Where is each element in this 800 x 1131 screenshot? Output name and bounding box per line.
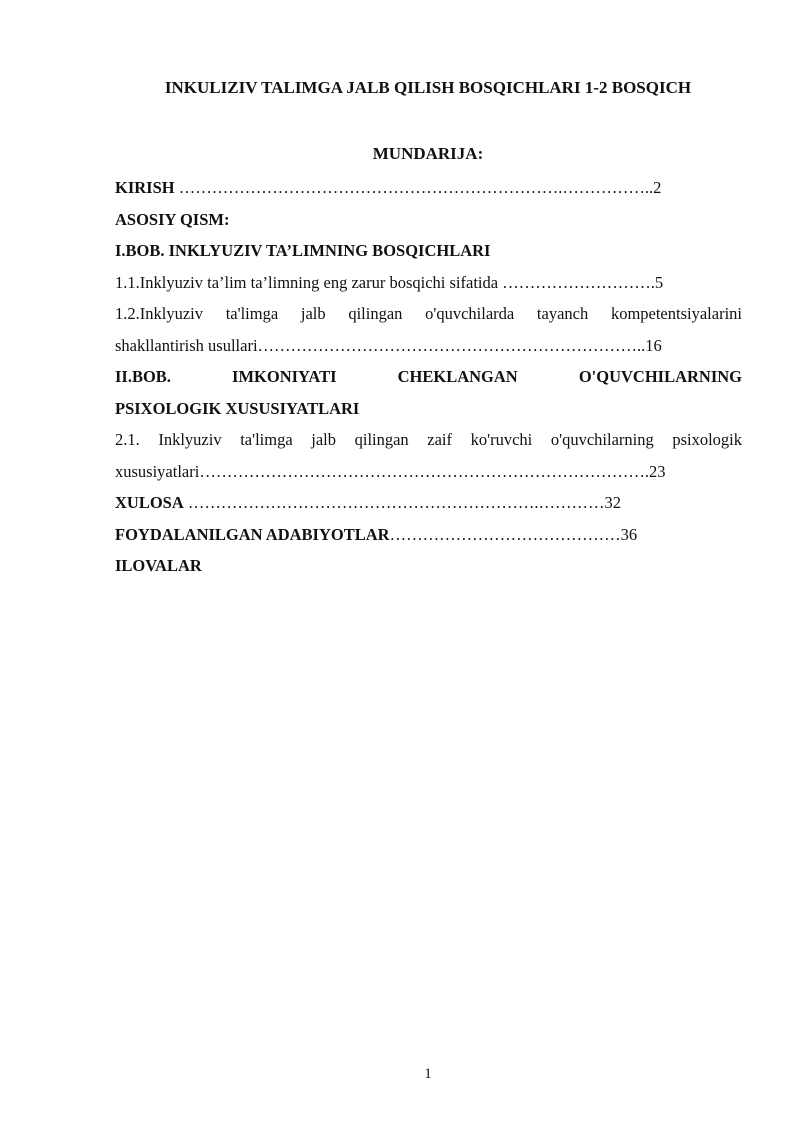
toc-entry-2-1-line1: 2.1. Inklyuziv ta'limga jalb qilingan zaif ko'ruvchi o'quvchilarning psixologik (115, 430, 742, 449)
document-title: INKULIZIV TALIMGA JALB QILISH BOSQICHLARI 1-2 BOSQICH (164, 78, 692, 97)
page-number: 1 (424, 1066, 432, 1082)
toc-leader: ……………………………………………………….………… (183, 493, 605, 512)
toc-page-number: 2 (653, 178, 662, 197)
toc-leader: ………………………. (502, 272, 655, 292)
toc-chapter-2-line1: II.BOB. IMKONIYATI CHEKLANGAN O'QUVCHILARNING (115, 367, 742, 386)
toc-chapter-2-line2: PSIXOLOGIK XUSUSIYATLARI (115, 398, 360, 418)
toc-entry-label: XULOSA (115, 493, 184, 512)
toc-entry-adabiyotlar (115, 519, 742, 551)
toc-section-asosiy: ASOSIY QISM: (115, 209, 230, 229)
toc-entry-label: 1.1.Inklyuziv ta’lim ta’limning eng zarur bosqichi sifatida (115, 272, 503, 292)
toc-entry-1-2-line1: 1.2.Inklyuziv ta'limga jalb qilingan o'quvchilarda tayanch kompetentsiyalarini (115, 304, 742, 323)
toc-entry-2-1-line2 (115, 456, 742, 488)
toc-leader: …………………………………………………………….…………….. (174, 178, 654, 197)
toc-page-number: 5 (654, 272, 664, 292)
toc-page-number: 23 (648, 461, 666, 481)
toc-entry-ilovalar: ILOVALAR (115, 556, 202, 575)
toc-leader: ………………………………………………………………………. (199, 461, 649, 481)
toc-heading: MUNDARIJA: (372, 144, 484, 163)
toc-entry-label: KIRISH (115, 178, 175, 197)
toc-leader: …………………………………………………………….. (257, 335, 646, 355)
toc-page-number: 32 (604, 493, 622, 512)
toc-page-number: 16 (645, 335, 662, 355)
toc-entry-label: shakllantirish usullari (115, 335, 258, 355)
toc-leader: …………………………………… (389, 524, 621, 544)
toc-page-number: 36 (620, 524, 638, 544)
toc-entry-label: xususiyatlari (115, 461, 200, 481)
toc-entry-xulosa (115, 487, 742, 519)
toc-entry-kirish (115, 172, 742, 204)
toc-entry-1-1 (115, 267, 742, 299)
table-of-contents (115, 172, 742, 582)
toc-entry-label: FOYDALANILGAN ADABIYOTLAR (115, 524, 390, 544)
toc-entry-1-2-line2 (115, 330, 742, 362)
toc-chapter-1: I.BOB. INKLYUZIV TA’LIMNING BOSQICHLARI (115, 241, 491, 260)
